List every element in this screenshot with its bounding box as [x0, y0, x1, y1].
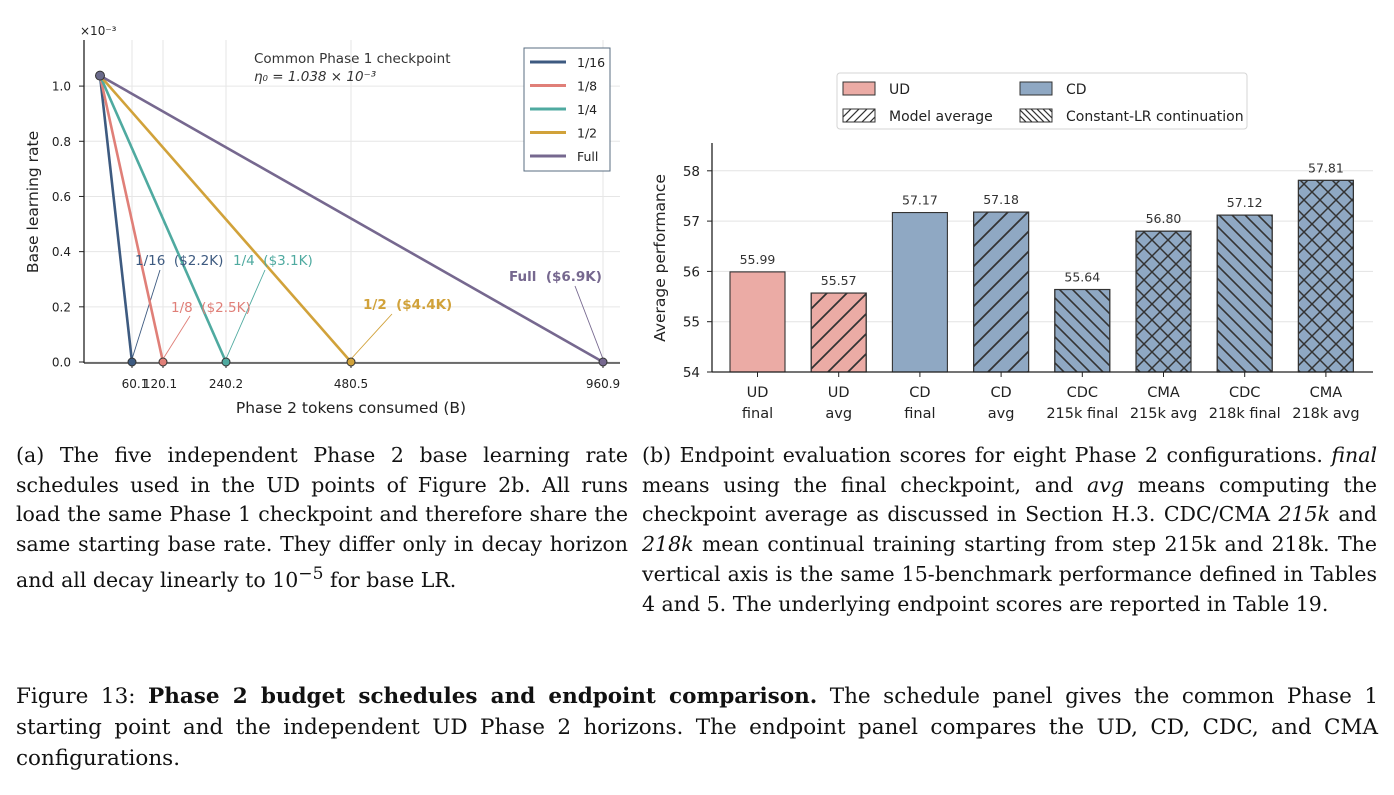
caption-a-text: (a) The five independent Phase 2 base learning rate schedules used in the UD points of Figure 2b. All runs load the same Phase 1 checkpoint and therefore share the same starting base rate. They differ only in decay horizon and all decay linearly to [16, 443, 628, 592]
y-tick-label: 1.0 [51, 79, 71, 94]
bar-value-label: 57.81 [1308, 160, 1344, 176]
schedule-label-1/2: 1/2 ($4.4K) [363, 297, 453, 313]
x-tick-label-line1: UD [827, 385, 850, 401]
x-tick-label: 480.5 [333, 377, 369, 391]
x-axis-label: Phase 2 tokens consumed (B) [235, 399, 467, 417]
x-tick-label-line2: 218k final [1208, 406, 1281, 422]
caption-b-avg: avg [1087, 472, 1124, 497]
y-tick-label: 0.0 [51, 355, 71, 370]
legend-label-clr: Constant-LR continuation [1066, 109, 1244, 125]
bar-value-label: 56.80 [1145, 211, 1182, 227]
legend-label-avg: Model average [889, 109, 993, 125]
x-tick-label: 240.2 [208, 377, 244, 391]
endpoint-bar-chart [640, 0, 1385, 430]
y-ticks [52, 80, 84, 370]
legend-label-1/2: 1/2 [577, 125, 598, 141]
caption-b [642, 441, 1377, 619]
exponent-label: ×10⁻³ [80, 24, 117, 38]
bar-value-label: 55.99 [739, 251, 776, 267]
leader-line-1/8 [163, 316, 190, 359]
y-tick-label: 0.8 [51, 134, 71, 149]
x-tick-label-line2: 218k avg [1292, 406, 1360, 422]
legend-label-1/16: 1/16 [577, 55, 606, 70]
schedule-line-1/16 [100, 76, 132, 362]
bars [730, 160, 1360, 422]
x-tick-label: 960.9 [585, 377, 621, 391]
legend [837, 73, 1247, 129]
bar-hatch-CMA-215k avg [1136, 231, 1191, 372]
y-tick-label: 54 [682, 365, 700, 381]
x-tick-label-line1: CD [909, 385, 931, 401]
y-ticks [683, 164, 712, 381]
x-tick-label-line1: CD [990, 385, 1012, 401]
x-tick-label-line1: CDC [1228, 385, 1261, 401]
x-tick-label-line2: final [904, 406, 936, 422]
leader-line-1/2 [351, 314, 392, 359]
y-tick-label: 57 [682, 214, 700, 231]
bar-value-label: 55.64 [1064, 269, 1101, 285]
bar-UD-final [730, 272, 785, 372]
x-tick-label-line1: UD [746, 385, 769, 401]
caption-b-text-3: means computing the checkpoint average as discussed in Section H.3. CDC/CMA [642, 472, 1377, 527]
legend-swatch-ud [843, 82, 875, 95]
bar-hatch-UD-avg [811, 293, 866, 372]
x-tick-label-line1: CMA [1309, 385, 1343, 401]
endpoint-marker-1/2 [347, 358, 355, 366]
y-axis-label: Average performance [651, 174, 669, 342]
legend [524, 48, 610, 171]
legend-swatch-cd [1020, 82, 1052, 95]
legend-label-1/8: 1/8 [577, 78, 598, 94]
caption-b-215k: 215k [1278, 502, 1331, 527]
figure-title: Phase 2 budget schedules and endpoint comparison. [148, 684, 818, 709]
schedule-label-Full: Full ($6.9K) [509, 269, 602, 285]
y-axis-label: Base learning rate [24, 130, 42, 274]
figure-label: Figure 13: [16, 684, 149, 709]
endpoint-marker-1/16 [128, 358, 136, 366]
caption-b-final: final [1331, 443, 1377, 467]
x-tick-label-line1: CMA [1147, 385, 1180, 401]
bar-value-label: 57.12 [1226, 195, 1263, 211]
y-tick-label: 0.2 [51, 300, 71, 315]
start-marker [96, 71, 105, 80]
bar-value-label: 55.57 [820, 273, 857, 289]
bar-value-label: 57.18 [983, 192, 1019, 208]
schedule-label-1/8: 1/8 ($2.5K) [171, 300, 251, 316]
bar-hatch-CD-avg [974, 212, 1029, 372]
annotation-eta: η₀ = 1.038 × 10⁻³ [254, 69, 377, 85]
caption-a [16, 441, 628, 595]
x-tick-label: 60.1 [121, 377, 149, 391]
legend-label-Full: Full [577, 149, 599, 164]
x-tick-label-line2: avg [987, 406, 1015, 422]
y-tick-label: 58 [682, 163, 700, 180]
bar-CD-final [892, 213, 947, 372]
endpoint-marker-1/8 [159, 358, 167, 366]
caption-b-text-2: means using the final checkpoint, and [642, 472, 1088, 497]
endpoint-marker-Full [599, 358, 607, 366]
figure-caption [16, 681, 1378, 774]
caption-b-text-1: (b) Endpoint evaluation scores for eight Phase 2 configurations. [642, 443, 1332, 467]
bar-value-label: 57.17 [902, 192, 938, 208]
x-tick-label-line2: 215k final [1046, 406, 1119, 422]
schedule-label-1/16: 1/16 ($2.2K) [135, 253, 224, 269]
x-tick-label-line2: 215k avg [1129, 406, 1198, 422]
caption-b-text-5: mean continual training starting from step 215k and 218k. The vertical axis is the same 15-benchmark performance defined in Tables 4 and 5. The underlying endpoint scores are reported in Table 19. [642, 532, 1377, 616]
caption-a-exp-sup: −5 [298, 563, 324, 584]
figure-caption-text: The schedule panel gives the common Phase 1 starting point and the independent UD Phase 2 horizons. The endpoint panel compares the UD, CD, CDC, and CMA configurations. [16, 684, 1378, 771]
legend-hatch-avg [843, 109, 875, 122]
caption-b-text-4: and [1330, 502, 1377, 527]
legend-hatch-clr [1020, 109, 1052, 122]
caption-a-exp-base: 10 [272, 567, 299, 592]
x-ticks [122, 363, 621, 391]
caption-b-218k: 218k [642, 532, 694, 557]
x-tick-label-line2: avg [825, 406, 853, 422]
bar-hatch-CDC-218k final [1217, 215, 1272, 372]
x-tick-label-line1: CDC [1066, 385, 1099, 401]
bar-hatch-CDC-215k final [1055, 290, 1110, 372]
caption-a-end: for base LR. [323, 567, 457, 592]
annotation-title: Common Phase 1 checkpoint [254, 51, 451, 67]
y-tick-label: 0.6 [51, 189, 71, 204]
legend-label-1/4: 1/4 [577, 102, 598, 117]
y-tick-label: 0.4 [51, 245, 71, 260]
legend-label-ud: UD [889, 82, 911, 98]
schedule-label-1/4: 1/4 ($3.1K) [233, 253, 313, 269]
y-tick-label: 55 [682, 314, 700, 331]
endpoint-marker-1/4 [222, 358, 230, 366]
x-tick-label: 120.1 [142, 377, 178, 391]
bar-hatch-CMA-218k avg [1298, 180, 1353, 372]
legend-label-cd: CD [1066, 82, 1087, 98]
lr-schedule-chart [0, 0, 632, 430]
y-tick-label: 56 [682, 264, 700, 281]
x-tick-label-line2: final [741, 406, 774, 422]
